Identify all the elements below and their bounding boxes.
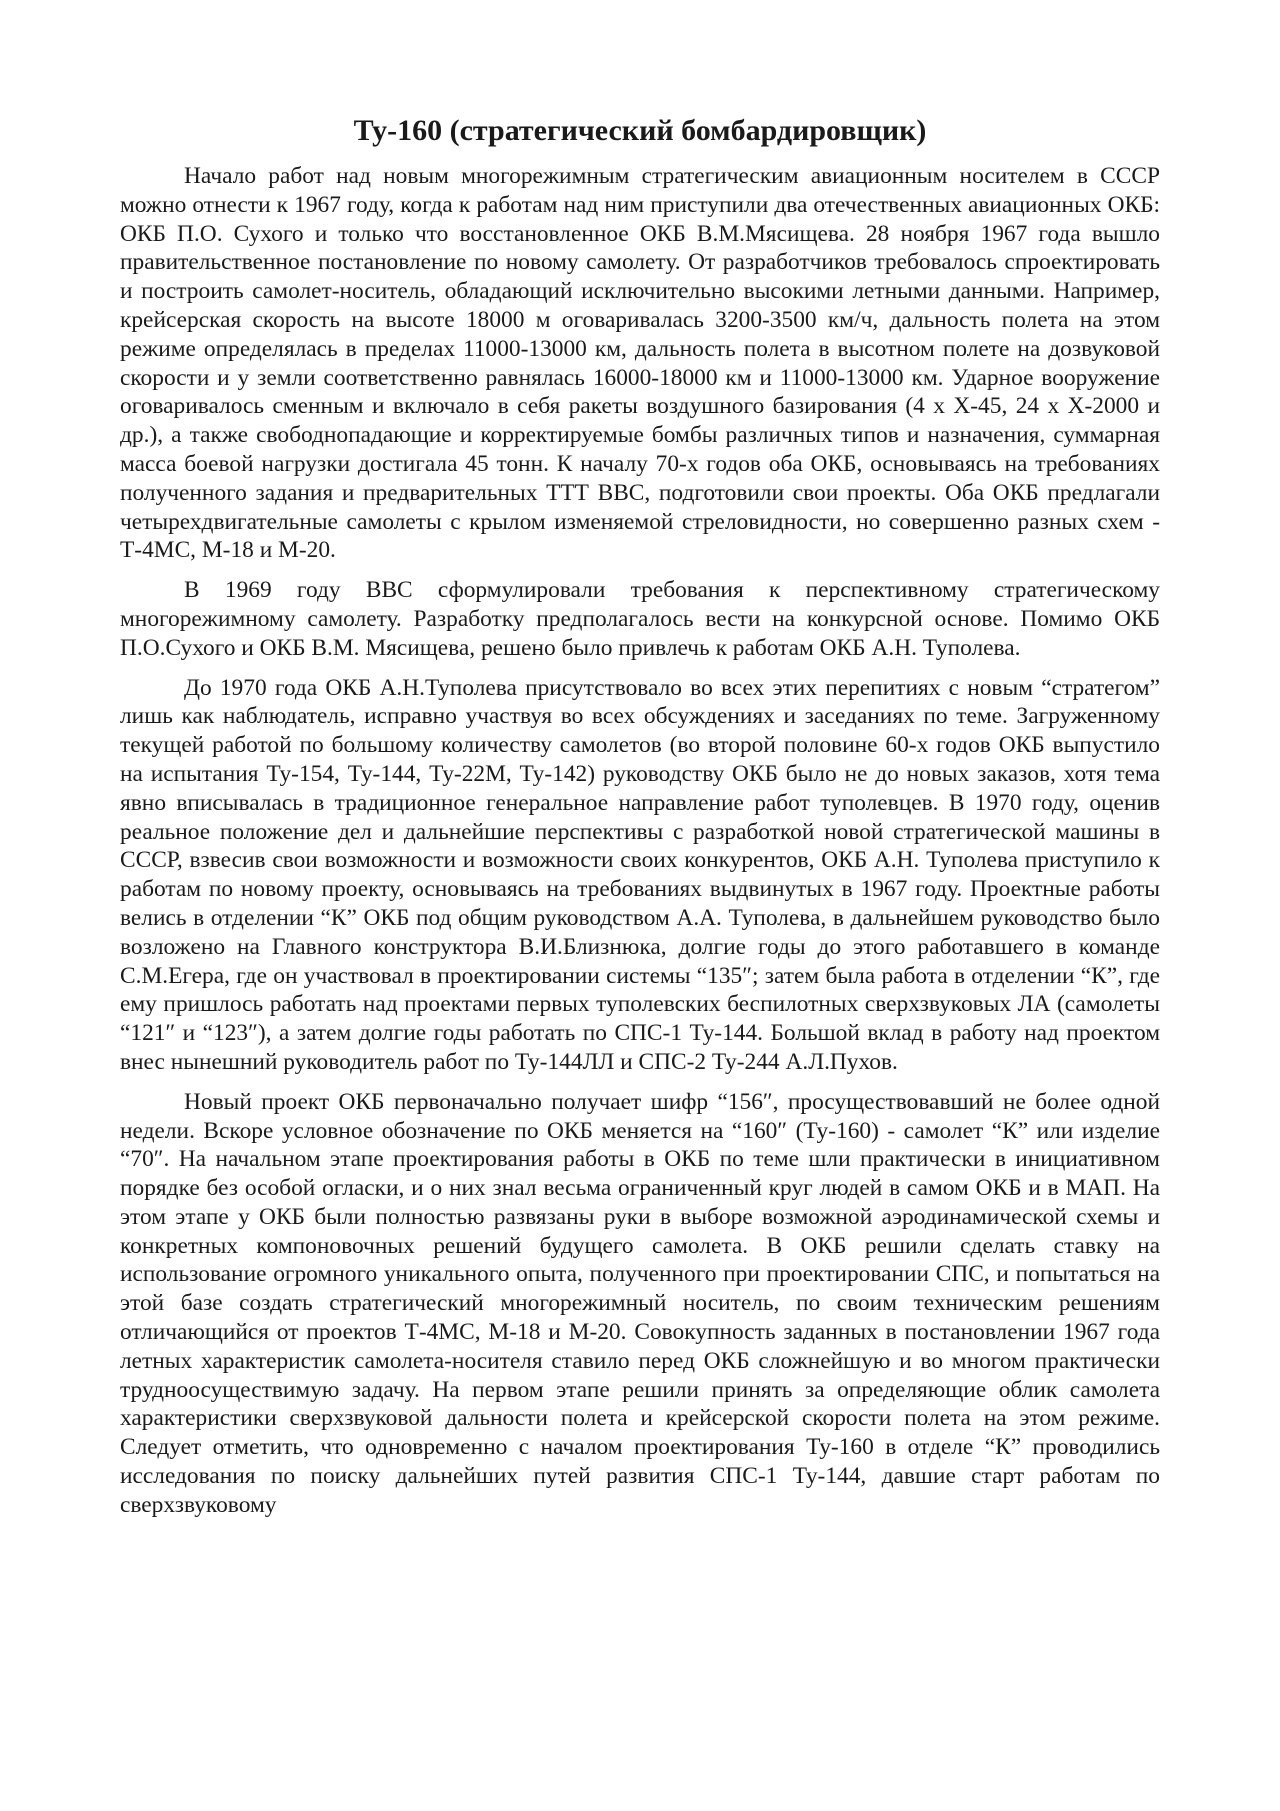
paragraph-3: До 1970 года ОКБ А.Н.Туполева присутствовало во всех этих перепитиях с новым “стратегом” лишь как наблюдатель, исправно участвуя во всех обсуждениях и заседаниях по теме. Загруженному текущей работой по большому количеству самолетов (во второй половине 60-х годов ОКБ выпустило на испытания Ту-154, Ту-144, Ту-22М, Ту-142) руководству ОКБ было не до новых заказов, хотя тема явно вписывалась в традиционное генеральное направление работ туполевцев. В 1970 году, оценив реальное положение дел и дальнейшие перспективы с разработкой новой стратегической машины в СССР, взвесив свои возможности и возможности своих конкурентов, ОКБ А.Н. Туполева приступило к работам по новому проекту, основываясь на требованиях выдвинутых в 1967 году. Проектные работы велись в отделении “К” ОКБ под общим руководством А.А. Туполева, в дальнейшем руководство было возложено на Главного конструктора В.И.Близнюка, долгие годы до этого работавшего в команде С.М.Егера, где он участвовал в проектировании системы “135″; затем была работа в отделении “К”, где ему пришлось работать над проектами первых туполевских беспилотных сверхзвуковых ЛА (самолеты “121″ и “123″), а затем долгие годы работать по СПС-1 Ту-144. Большой вклад в работу над проектом внес нынешний руководитель работ по Ту-144ЛЛ и СПС-2 Ту-244 А.Л.Пухов. — [120, 674, 1160, 1075]
document-page — [120, 110, 1160, 1520]
document-title: Ту-160 (стратегический бомбардировщик) — [353, 114, 927, 147]
paragraph-4: Новый проект ОКБ первоначально получает шифр “156″, просуществовавший не более одной недели. Вскоре условное обозначение по ОКБ меняется на “160″ (Ту-160) - самолет “К” или изделие “70″. На начальном этапе проектирования работы в ОКБ по теме шли практически в инициативном порядке без особой огласки, и о них знал весьма ограниченный круг людей в самом ОКБ и в МАП. На этом этапе у ОКБ были полностью развязаны руки в выборе возможной аэродинамической схемы и конкретных компоновочных решений будущего самолета. В ОКБ решили сделать ставку на использование огромного уникального опыта, полученного при проектировании СПС, и попытаться на этой базе создать стратегический многорежимный носитель, по своим техническим решениям отличающийся от проектов Т-4МС, М-18 и М-20. Совокупность заданных в постановлении 1967 года летных характеристик самолета-носителя ставило перед ОКБ сложнейшую и во многом практически трудноосуществимую задачу. На первом этапе решили принять за определяющие облик самолета характеристики сверхзвуковой дальности полета и крейсерской скорости полета на этом режиме. Следует отметить, что одновременно с началом проектирования Ту-160 в отделе “К” проводились исследования по поиску дальнейших путей развития СПС-1 Ту-144, давшие старт работам по сверхзвуковому — [120, 1088, 1160, 1518]
paragraph-2: В 1969 году ВВС сформулировали требования к перспективному стратегическому многорежимному самолету. Разработку предполагалось вести на конкурсной основе. Помимо ОКБ П.О.Сухого и ОКБ В.М. Мясищева, решено было привлечь к работам ОКБ А.Н. Туполева. — [120, 577, 1160, 661]
paragraph-1: Начало работ над новым многорежимным стратегическим авиационным носителем в СССР можно отнести к 1967 году, когда к работам над ним приступили два отечественных авиационных ОКБ: ОКБ П.О. Сухого и только что восстановленное ОКБ В.М.Мясищева. 28 ноября 1967 года вышло правительственное постановление по новому самолету. От разработчиков требовалось спроектировать и построить самолет-носитель, обладающий исключительно высокими летными данными. Например, крейсерская скорость на высоте 18000 м оговаривалась 3200-3500 км/ч, дальность полета на этом режиме определялась в пределах 11000-13000 км, дальность полета в высотном полете на дозвуковой скорости и у земли соответственно равнялась 16000-18000 км и 11000-13000 км. Ударное вооружение оговаривалось сменным и включало в себя ракеты воздушного базирования (4 х Х-45, 24 х Х-2000 и др.), а также свободнопадающие и корректируемые бомбы различных типов и назначения, суммарная масса боевой нагрузки достигала 45 тонн. К началу 70-х годов оба ОКБ, основываясь на требованиях полученного задания и предварительных ТТТ ВВС, подготовили свои проекты. Оба ОКБ предлагали четырехдвигательные самолеты с крылом изменяемой стреловидности, но совершенно разных схем - Т-4МС, М-18 и М-20. — [120, 163, 1160, 564]
